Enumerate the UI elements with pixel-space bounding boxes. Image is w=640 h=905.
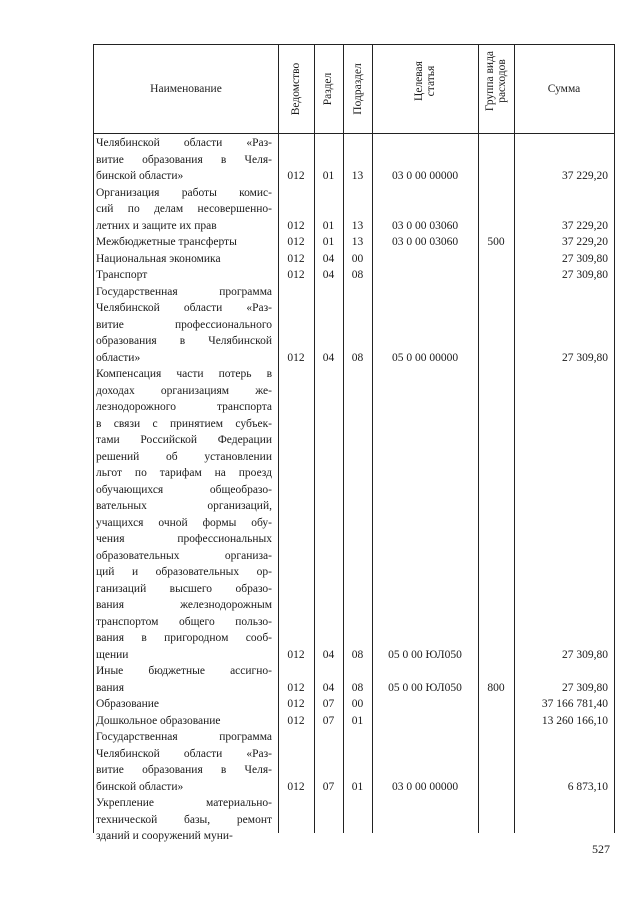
row-name-line: ганизаций высшего образо- [96, 582, 272, 595]
row-name-line: учащихся очной формы обу- [96, 516, 272, 529]
row-name-line: вания железнодорожным [96, 599, 272, 611]
page-number: 527 [592, 842, 610, 856]
row-name-line: решений об установлении [96, 450, 272, 463]
row-name-line: Челябинской области «Раз- [96, 302, 272, 314]
row-section: 01 [322, 170, 335, 182]
row-subsection: 08 [351, 648, 364, 661]
row-section: 04 [322, 252, 335, 265]
row-name-line: Иные бюджетные ассигно- [96, 665, 272, 677]
row-name-line: транспортом общего пользо- [96, 615, 272, 628]
row-name-line: Челябинской области «Раз- [96, 137, 272, 149]
row-name-line: витие образования в Челя- [96, 764, 272, 776]
row-dept: 012 [287, 219, 305, 232]
row-name-line: лезнодорожного транспорта [96, 401, 272, 413]
row-dept: 012 [287, 252, 305, 265]
row-dept: 012 [287, 269, 305, 281]
header-divider [94, 133, 614, 134]
row-sum: 37 229,20 [562, 170, 608, 182]
row-target: 03 0 00 00000 [391, 170, 459, 182]
row-subsection: 08 [351, 269, 364, 281]
header-name: Наименование [150, 83, 222, 95]
row-name-line: обучающихся общеобразо- [96, 483, 272, 496]
row-sum: 27 309,80 [562, 252, 608, 265]
budget-table [93, 44, 615, 842]
table-row [94, 729, 614, 795]
row-dept: 012 [287, 780, 305, 793]
table-row [94, 366, 614, 663]
header-dept-label: Ведомство [290, 62, 302, 116]
row-target: 05 0 00 00000 [391, 351, 459, 364]
row-target: 03 0 00 00000 [391, 780, 459, 793]
row-sum: 37 229,20 [562, 236, 608, 248]
table-row [94, 251, 614, 268]
table-row [94, 696, 614, 713]
row-name-line: вания в пригородном сооб- [96, 632, 272, 644]
row-name-line: технической базы, ремонт [96, 813, 272, 826]
row-sum: 37 229,20 [562, 219, 608, 232]
row-dept: 012 [287, 351, 305, 364]
row-subsection: 13 [351, 219, 364, 232]
row-target: 03 0 00 03060 [391, 236, 459, 248]
row-subsection: 08 [351, 351, 364, 364]
row-name-line: Челябинской области «Раз- [96, 747, 272, 760]
row-name-line: витие профессионального [96, 318, 272, 331]
header-subsection: Подраздел [352, 63, 364, 115]
row-subsection: 00 [351, 698, 364, 710]
row-sum: 27 309,80 [562, 648, 608, 661]
row-subsection: 13 [351, 170, 364, 182]
row-name-line: вания [96, 681, 124, 694]
row-dept: 012 [287, 648, 305, 661]
header-target: Целевая статья [413, 61, 437, 101]
row-subsection: 01 [351, 780, 364, 793]
header-sum: Сумма [547, 83, 581, 95]
table-row [94, 185, 614, 235]
row-name-line: в связи с принятием субъек- [96, 417, 272, 430]
row-name-line: летних и защите их прав [96, 219, 217, 232]
row-name-line: зданий и сооружений муни- [96, 830, 233, 842]
row-section: 01 [322, 219, 335, 232]
header-section: Раздел [322, 72, 334, 106]
row-name-line: бинской области» [96, 780, 184, 793]
row-name-line: Государственная программа [96, 731, 272, 743]
row-target: 05 0 00 ЮЛ050 [388, 648, 462, 661]
row-dept: 012 [287, 236, 305, 248]
row-section: 04 [322, 681, 335, 694]
table-row [94, 713, 614, 730]
row-sum: 6 873,10 [567, 780, 608, 793]
row-dept: 012 [287, 681, 305, 694]
row-name-line: витие образования в Челя- [96, 153, 272, 166]
row-section: 07 [322, 714, 335, 727]
row-sum: 27 309,80 [562, 681, 608, 694]
row-name-line: чения профессиональных [96, 533, 272, 545]
row-sum: 27 309,80 [562, 269, 608, 281]
row-section: 04 [322, 648, 335, 661]
row-sum: 37 166 781,40 [541, 698, 608, 710]
row-name-line: Компенсация части потерь в [96, 368, 272, 380]
row-name-line: Организация работы комис- [96, 186, 272, 199]
row-name-line: сий по делам несовершенно- [96, 203, 272, 215]
table-row [94, 234, 614, 251]
row-section: 07 [322, 780, 335, 793]
table-row [94, 267, 614, 284]
row-name-line: льгот по тарифам на проезд [96, 467, 272, 479]
header-expense-group: Группа вида расходов [484, 50, 508, 112]
row-name-line: Укрепление материально- [96, 797, 272, 809]
row-sum: 13 260 166,10 [541, 714, 608, 727]
row-section: 07 [322, 698, 335, 710]
row-subsection: 01 [351, 714, 364, 727]
row-target: 03 0 00 03060 [391, 219, 459, 232]
table-row [94, 663, 614, 696]
row-name-line: тами Российской Федерации [96, 434, 272, 446]
row-name-line: Транспорт [96, 269, 148, 281]
row-name-line: Образование [96, 698, 160, 710]
row-section: 01 [322, 236, 335, 248]
row-name-line: образовательных организа- [96, 549, 272, 562]
row-name-line: доходах организациям же- [96, 384, 272, 397]
table-row [94, 795, 614, 845]
row-dept: 012 [287, 698, 305, 710]
table-row [94, 135, 614, 185]
row-name-line: ций и образовательных ор- [96, 566, 272, 578]
row-name-line: Национальная экономика [96, 252, 221, 265]
row-name-line: области» [96, 351, 141, 364]
row-name-line: Дошкольное образование [96, 714, 221, 727]
row-dept: 012 [287, 170, 305, 182]
row-subsection: 13 [351, 236, 364, 248]
row-subsection: 00 [351, 252, 364, 265]
row-subsection: 08 [351, 681, 364, 694]
row-expense-group: 500 [487, 236, 505, 248]
table-row [94, 284, 614, 367]
row-target: 05 0 00 ЮЛ050 [388, 681, 462, 694]
row-expense-group: 800 [487, 681, 505, 694]
row-name-line: Межбюджетные трансферты [96, 236, 237, 248]
row-name-line: вательных организаций, [96, 500, 272, 512]
row-name-line: образования в Челябинской [96, 335, 272, 347]
row-dept: 012 [287, 714, 305, 727]
row-sum: 27 309,80 [562, 351, 608, 364]
row-name-line: Государственная программа [96, 285, 272, 298]
row-section: 04 [322, 351, 335, 364]
row-name-line: бинской области» [96, 170, 184, 182]
row-section: 04 [322, 269, 335, 281]
row-name-line: щении [96, 648, 129, 661]
